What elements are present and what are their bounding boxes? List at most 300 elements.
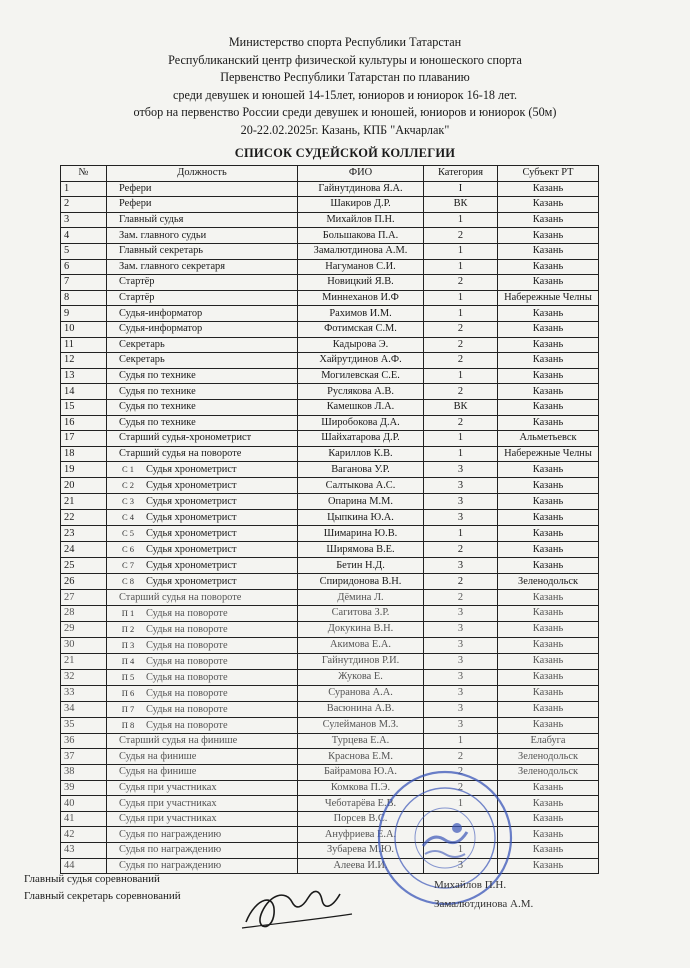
row-number: 40 xyxy=(61,796,107,812)
row-position-label: Судья на финише xyxy=(119,766,197,778)
row-full-name: Шакиров Д.Р. xyxy=(298,197,424,213)
row-number: 44 xyxy=(61,858,107,874)
row-category: 2 xyxy=(424,749,498,765)
row-region: Казань xyxy=(498,243,599,259)
row-number: 12 xyxy=(61,353,107,369)
row-position-label: Судья хронометрист xyxy=(146,512,237,524)
table-row xyxy=(61,701,599,717)
row-lane-code: С 7 xyxy=(121,560,135,571)
row-region: Казань xyxy=(498,384,599,400)
table-row xyxy=(61,827,599,843)
table-row xyxy=(61,243,599,259)
row-position-label: Судья на повороте xyxy=(146,719,228,731)
row-full-name: Чеботарёва Е.В. xyxy=(298,796,424,812)
row-category: 3 xyxy=(424,669,498,685)
row-full-name: Алеева И.И. xyxy=(298,858,424,874)
row-position-label: Судья хронометрист xyxy=(146,528,237,540)
row-lane-code: П 1 xyxy=(121,607,135,618)
row-position-label: Судья на повороте xyxy=(146,687,228,699)
row-position xyxy=(107,685,298,701)
table-row xyxy=(61,462,599,478)
table-row xyxy=(61,637,599,653)
row-position xyxy=(107,765,298,781)
row-position-label: Судья при участниках xyxy=(119,813,217,825)
row-position xyxy=(107,717,298,733)
table-row xyxy=(61,717,599,733)
row-position xyxy=(107,212,298,228)
table-row xyxy=(61,669,599,685)
row-position xyxy=(107,526,298,542)
row-position xyxy=(107,621,298,637)
row-position-label: Судья по технике xyxy=(119,401,196,413)
row-position-label: Судья по технике xyxy=(119,385,196,397)
row-position-label: Судья при участниках xyxy=(119,781,217,793)
row-full-name: Рахимов И.М. xyxy=(298,306,424,322)
row-number: 28 xyxy=(61,605,107,621)
row-category: 3 xyxy=(424,858,498,874)
table-row xyxy=(61,321,599,337)
row-position xyxy=(107,542,298,558)
row-lane-code: С 8 xyxy=(121,576,135,587)
row-full-name: Хайрутдинов А.Ф. xyxy=(298,353,424,369)
row-number: 17 xyxy=(61,431,107,447)
document-title: СПИСОК СУДЕЙСКОЙ КОЛЛЕГИИ xyxy=(234,146,456,160)
row-full-name: Ануфриева Е.А. xyxy=(298,827,424,843)
row-lane-code: С 5 xyxy=(121,528,135,539)
row-position-label: Старший судья на финише xyxy=(119,735,238,747)
row-full-name: Руслякова А.В. xyxy=(298,384,424,400)
row-position xyxy=(107,462,298,478)
table-row xyxy=(61,510,599,526)
row-position-label: Судья-информатор xyxy=(119,323,203,335)
row-position xyxy=(107,653,298,669)
row-category: 2 xyxy=(424,275,498,291)
row-position xyxy=(107,197,298,213)
table-row xyxy=(61,212,599,228)
row-position-label: Судья на повороте xyxy=(146,639,228,651)
column-header-position: Должность xyxy=(107,166,298,182)
table-row xyxy=(61,494,599,510)
row-lane-code: П 3 xyxy=(121,639,135,650)
table-row xyxy=(61,590,599,606)
row-position-label: Судья по технике xyxy=(119,370,196,382)
row-region: Казань xyxy=(498,462,599,478)
row-region: Казань xyxy=(498,621,599,637)
row-full-name: Порсев В.С. xyxy=(298,811,424,827)
row-category: 3 xyxy=(424,558,498,574)
row-position-label: Зам. главного секретаря xyxy=(119,260,226,272)
row-position xyxy=(107,843,298,859)
chief-judge-name: Михайлов П.Н. xyxy=(434,879,507,891)
row-position-label: Стартёр xyxy=(119,276,155,288)
row-number: 25 xyxy=(61,558,107,574)
row-region: Альметьевск xyxy=(498,431,599,447)
row-position-label: Судья на повороте xyxy=(146,607,228,619)
row-category: 2 xyxy=(424,384,498,400)
header-line: среди девушек и юношей 14-15лет, юниоров и юниорок 16-18 лет. xyxy=(172,87,518,102)
row-position-label: Судья на повороте xyxy=(146,671,228,683)
row-lane-code: П 2 xyxy=(121,623,135,634)
row-position-label: Судья при участниках xyxy=(119,797,217,809)
table-header-row xyxy=(61,166,599,182)
row-full-name: Докукина В.Н. xyxy=(298,621,424,637)
row-number: 39 xyxy=(61,780,107,796)
row-region: Казань xyxy=(498,321,599,337)
row-position-label: Судья по награждению xyxy=(119,828,222,840)
row-region: Казань xyxy=(498,685,599,701)
row-full-name: Сулейманов М.З. xyxy=(298,717,424,733)
row-number: 21 xyxy=(61,653,107,669)
table-row xyxy=(61,780,599,796)
row-lane-code: С 6 xyxy=(121,544,135,555)
row-position-label: Рефери xyxy=(119,182,152,194)
row-position xyxy=(107,259,298,275)
row-category: 1 xyxy=(424,526,498,542)
table-row xyxy=(61,621,599,637)
row-number: 3 xyxy=(61,212,107,228)
chief-secretary-label: Главный секретарь соревнований xyxy=(24,890,181,902)
row-category: 2 xyxy=(424,353,498,369)
table-row xyxy=(61,843,599,859)
row-position xyxy=(107,510,298,526)
row-lane-code: П 4 xyxy=(121,655,135,666)
row-position xyxy=(107,669,298,685)
row-full-name: Гайнутдинова Я.А. xyxy=(298,181,424,197)
table-row xyxy=(61,605,599,621)
row-number: 34 xyxy=(61,701,107,717)
column-header-region: Субъект РТ xyxy=(498,166,599,182)
row-number: 26 xyxy=(61,574,107,590)
row-full-name: Кариллов К.В. xyxy=(298,446,424,462)
row-region: Зеленодольск xyxy=(498,765,599,781)
row-position xyxy=(107,181,298,197)
signature xyxy=(238,872,358,942)
row-region: Набережные Челны xyxy=(498,290,599,306)
table-row xyxy=(61,542,599,558)
row-position xyxy=(107,796,298,812)
row-position-label: Судья на повороте xyxy=(146,703,228,715)
row-region: Казань xyxy=(498,669,599,685)
row-number: 9 xyxy=(61,306,107,322)
row-position-label: Главный секретарь xyxy=(119,245,204,257)
row-position-label: Судья хронометрист xyxy=(146,480,237,492)
row-category: 3 xyxy=(424,494,498,510)
row-category: 3 xyxy=(424,685,498,701)
row-full-name: Широбокова Д.А. xyxy=(298,415,424,431)
row-number: 20 xyxy=(61,478,107,494)
row-region: Казань xyxy=(498,605,599,621)
row-number: 37 xyxy=(61,749,107,765)
row-full-name: Сагитова З.Р. xyxy=(298,605,424,621)
row-category: 3 xyxy=(424,478,498,494)
header-line: Министерство спорта Республики Татарстан xyxy=(228,35,462,49)
row-region: Казань xyxy=(498,843,599,859)
row-position xyxy=(107,637,298,653)
row-number: 1 xyxy=(61,181,107,197)
row-position-label: Главный судья xyxy=(119,214,184,226)
row-position xyxy=(107,478,298,494)
row-position-label: Судья на финише xyxy=(119,750,197,762)
row-number: 30 xyxy=(61,637,107,653)
row-region: Казань xyxy=(498,197,599,213)
row-category: 3 xyxy=(424,653,498,669)
row-number: 4 xyxy=(61,228,107,244)
row-full-name: Комкова П.Э. xyxy=(298,780,424,796)
row-position-label: Старший судья на повороте xyxy=(119,447,242,459)
judges-table-body xyxy=(61,181,599,874)
row-position xyxy=(107,574,298,590)
row-full-name: Ширямова В.Е. xyxy=(298,542,424,558)
table-row xyxy=(61,197,599,213)
row-position-label: Судья хронометрист xyxy=(146,576,237,588)
row-category: 2 xyxy=(424,780,498,796)
row-number: 10 xyxy=(61,321,107,337)
row-category: 3 xyxy=(424,637,498,653)
row-category: 1 xyxy=(424,290,498,306)
judges-table xyxy=(60,165,599,874)
row-number: 42 xyxy=(61,827,107,843)
table-row xyxy=(61,796,599,812)
row-full-name: Акимова Е.А. xyxy=(298,637,424,653)
row-region: Казань xyxy=(498,368,599,384)
row-full-name: Жукова Е. xyxy=(298,669,424,685)
row-position xyxy=(107,446,298,462)
row-region: Казань xyxy=(498,780,599,796)
row-number: 29 xyxy=(61,621,107,637)
row-position-label: Судья хронометрист xyxy=(146,560,237,572)
row-full-name: Кадырова Э. xyxy=(298,337,424,353)
row-category: 3 xyxy=(424,605,498,621)
header-line: Республиканский центр физической культуры и юношеского спорта xyxy=(168,52,522,67)
row-full-name: Ваганова У.Р. xyxy=(298,462,424,478)
row-region: Казань xyxy=(498,637,599,653)
table-row xyxy=(61,558,599,574)
row-category: 1 xyxy=(424,259,498,275)
row-position xyxy=(107,431,298,447)
table-row xyxy=(61,259,599,275)
table-row xyxy=(61,415,599,431)
table-row xyxy=(61,306,599,322)
row-region: Казань xyxy=(498,337,599,353)
row-category: 3 xyxy=(424,717,498,733)
row-number: 15 xyxy=(61,399,107,415)
table-row xyxy=(61,765,599,781)
row-position xyxy=(107,290,298,306)
row-number: 8 xyxy=(61,290,107,306)
header-line: 20-22.02.2025г. Казань, КПБ "Акчарлак" xyxy=(240,122,450,137)
table-row xyxy=(61,811,599,827)
row-region: Казань xyxy=(498,306,599,322)
row-position xyxy=(107,590,298,606)
row-region: Казань xyxy=(498,212,599,228)
column-header-number: № xyxy=(61,166,107,182)
table-row xyxy=(61,749,599,765)
row-lane-code: С 4 xyxy=(121,512,135,523)
row-region: Казань xyxy=(498,811,599,827)
row-position-label: Старший судья-хронометрист xyxy=(119,432,252,444)
row-number: 6 xyxy=(61,259,107,275)
row-position xyxy=(107,780,298,796)
row-number: 41 xyxy=(61,811,107,827)
row-number: 18 xyxy=(61,446,107,462)
row-position xyxy=(107,415,298,431)
row-position-label: Судья хронометрист xyxy=(146,464,237,476)
table-row xyxy=(61,181,599,197)
row-region: Казань xyxy=(498,542,599,558)
row-lane-code: П 5 xyxy=(121,671,135,682)
row-category: 2 xyxy=(424,415,498,431)
column-header-category: Категория xyxy=(424,166,498,182)
row-lane-code: П 8 xyxy=(121,719,135,730)
row-full-name: Миннеханов И.Ф xyxy=(298,290,424,306)
row-region: Казань xyxy=(498,228,599,244)
row-full-name: Зубарева М.Ю. xyxy=(298,843,424,859)
row-position xyxy=(107,558,298,574)
row-lane-code: П 7 xyxy=(121,703,135,714)
row-region: Казань xyxy=(498,590,599,606)
row-position-label: Секретарь xyxy=(119,338,165,350)
row-region: Казань xyxy=(498,558,599,574)
row-position-label: Судья-информатор xyxy=(119,307,203,319)
row-position xyxy=(107,605,298,621)
row-lane-code: С 1 xyxy=(121,464,135,475)
row-region: Елабуга xyxy=(498,733,599,749)
row-region: Казань xyxy=(498,526,599,542)
table-row xyxy=(61,574,599,590)
row-category: 1 xyxy=(424,243,498,259)
row-category: I xyxy=(424,181,498,197)
row-number: 22 xyxy=(61,510,107,526)
row-category: 1 xyxy=(424,843,498,859)
chief-judge-label: Главный судья соревнований xyxy=(24,873,160,885)
chief-secretary-name: Замалютдинова А.М. xyxy=(434,898,534,910)
row-category: 3 xyxy=(424,462,498,478)
row-number: 13 xyxy=(61,368,107,384)
table-row xyxy=(61,384,599,400)
row-full-name: Опарина М.М. xyxy=(298,494,424,510)
row-position xyxy=(107,368,298,384)
row-number: 19 xyxy=(61,462,107,478)
row-position xyxy=(107,275,298,291)
row-position-label: Старший судья на повороте xyxy=(119,591,242,603)
row-number: 16 xyxy=(61,415,107,431)
row-full-name: Суранова А.А. xyxy=(298,685,424,701)
row-position xyxy=(107,353,298,369)
row-category: 1 xyxy=(424,431,498,447)
row-region: Казань xyxy=(498,717,599,733)
row-full-name: Фотимская С.М. xyxy=(298,321,424,337)
table-row xyxy=(61,228,599,244)
row-position-label: Судья на повороте xyxy=(146,623,228,635)
row-category: 2 xyxy=(424,337,498,353)
row-number: 33 xyxy=(61,685,107,701)
row-position-label: Стартёр xyxy=(119,292,155,304)
table-row xyxy=(61,478,599,494)
row-position xyxy=(107,384,298,400)
table-row xyxy=(61,733,599,749)
row-category: 3 xyxy=(424,701,498,717)
table-row xyxy=(61,368,599,384)
row-full-name: Большакова П.А. xyxy=(298,228,424,244)
row-region: Казань xyxy=(498,858,599,874)
row-category: 2 xyxy=(424,542,498,558)
row-number: 14 xyxy=(61,384,107,400)
row-region: Казань xyxy=(498,510,599,526)
row-number: 32 xyxy=(61,669,107,685)
row-full-name: Бетин Н.Д. xyxy=(298,558,424,574)
row-category: 1 xyxy=(424,212,498,228)
row-category: 3 xyxy=(424,510,498,526)
row-region: Казань xyxy=(498,275,599,291)
row-full-name: Камешков Л.А. xyxy=(298,399,424,415)
row-category: 1 xyxy=(424,306,498,322)
row-full-name: Шайхатарова Д.Р. xyxy=(298,431,424,447)
row-number: 21 xyxy=(61,494,107,510)
row-region: Зеленодольск xyxy=(498,749,599,765)
row-position xyxy=(107,811,298,827)
table-row xyxy=(61,290,599,306)
row-number: 7 xyxy=(61,275,107,291)
row-category: 1 xyxy=(424,446,498,462)
row-full-name: Цыпкина Ю.А. xyxy=(298,510,424,526)
row-full-name: Михайлов П.Н. xyxy=(298,212,424,228)
row-full-name: Байрамова Ю.А. xyxy=(298,765,424,781)
row-number: 36 xyxy=(61,733,107,749)
header-line: Первенство Республики Татарстан по плаванию xyxy=(220,70,470,84)
row-category: 2 xyxy=(424,228,498,244)
row-region: Казань xyxy=(498,353,599,369)
row-category: 1 xyxy=(424,796,498,812)
row-category: 3 xyxy=(424,621,498,637)
row-position xyxy=(107,399,298,415)
row-position-label: Секретарь xyxy=(119,354,165,366)
row-category: ВК xyxy=(424,399,498,415)
row-position xyxy=(107,337,298,353)
row-number: 27 xyxy=(61,590,107,606)
row-region: Зеленодольск xyxy=(498,574,599,590)
row-position-label: Зам. главного судьи xyxy=(119,229,207,241)
row-lane-code: П 6 xyxy=(121,687,135,698)
row-region: Казань xyxy=(498,415,599,431)
document-header xyxy=(0,34,690,139)
row-number: 11 xyxy=(61,337,107,353)
table-row xyxy=(61,353,599,369)
row-position-label: Судья по награждению xyxy=(119,859,222,871)
table-row xyxy=(61,526,599,542)
row-number: 43 xyxy=(61,843,107,859)
row-region: Казань xyxy=(498,259,599,275)
row-region: Казань xyxy=(498,494,599,510)
row-position xyxy=(107,228,298,244)
row-position-label: Судья хронометрист xyxy=(146,544,237,556)
row-full-name: Салтыкова А.С. xyxy=(298,478,424,494)
row-full-name: Замалютдинова А.М. xyxy=(298,243,424,259)
row-lane-code: С 3 xyxy=(121,496,135,507)
row-number: 38 xyxy=(61,765,107,781)
row-number: 23 xyxy=(61,526,107,542)
row-category: 2 xyxy=(424,590,498,606)
row-position-label: Судья по награждению xyxy=(119,844,222,856)
row-category: 1 xyxy=(424,733,498,749)
row-position xyxy=(107,733,298,749)
column-header-name: ФИО xyxy=(298,166,424,182)
row-region: Казань xyxy=(498,653,599,669)
table-row xyxy=(61,446,599,462)
row-lane-code: С 2 xyxy=(121,480,135,491)
row-full-name: Краснова Е.М. xyxy=(298,749,424,765)
row-full-name: Нагуманов С.И. xyxy=(298,259,424,275)
row-region: Казань xyxy=(498,478,599,494)
